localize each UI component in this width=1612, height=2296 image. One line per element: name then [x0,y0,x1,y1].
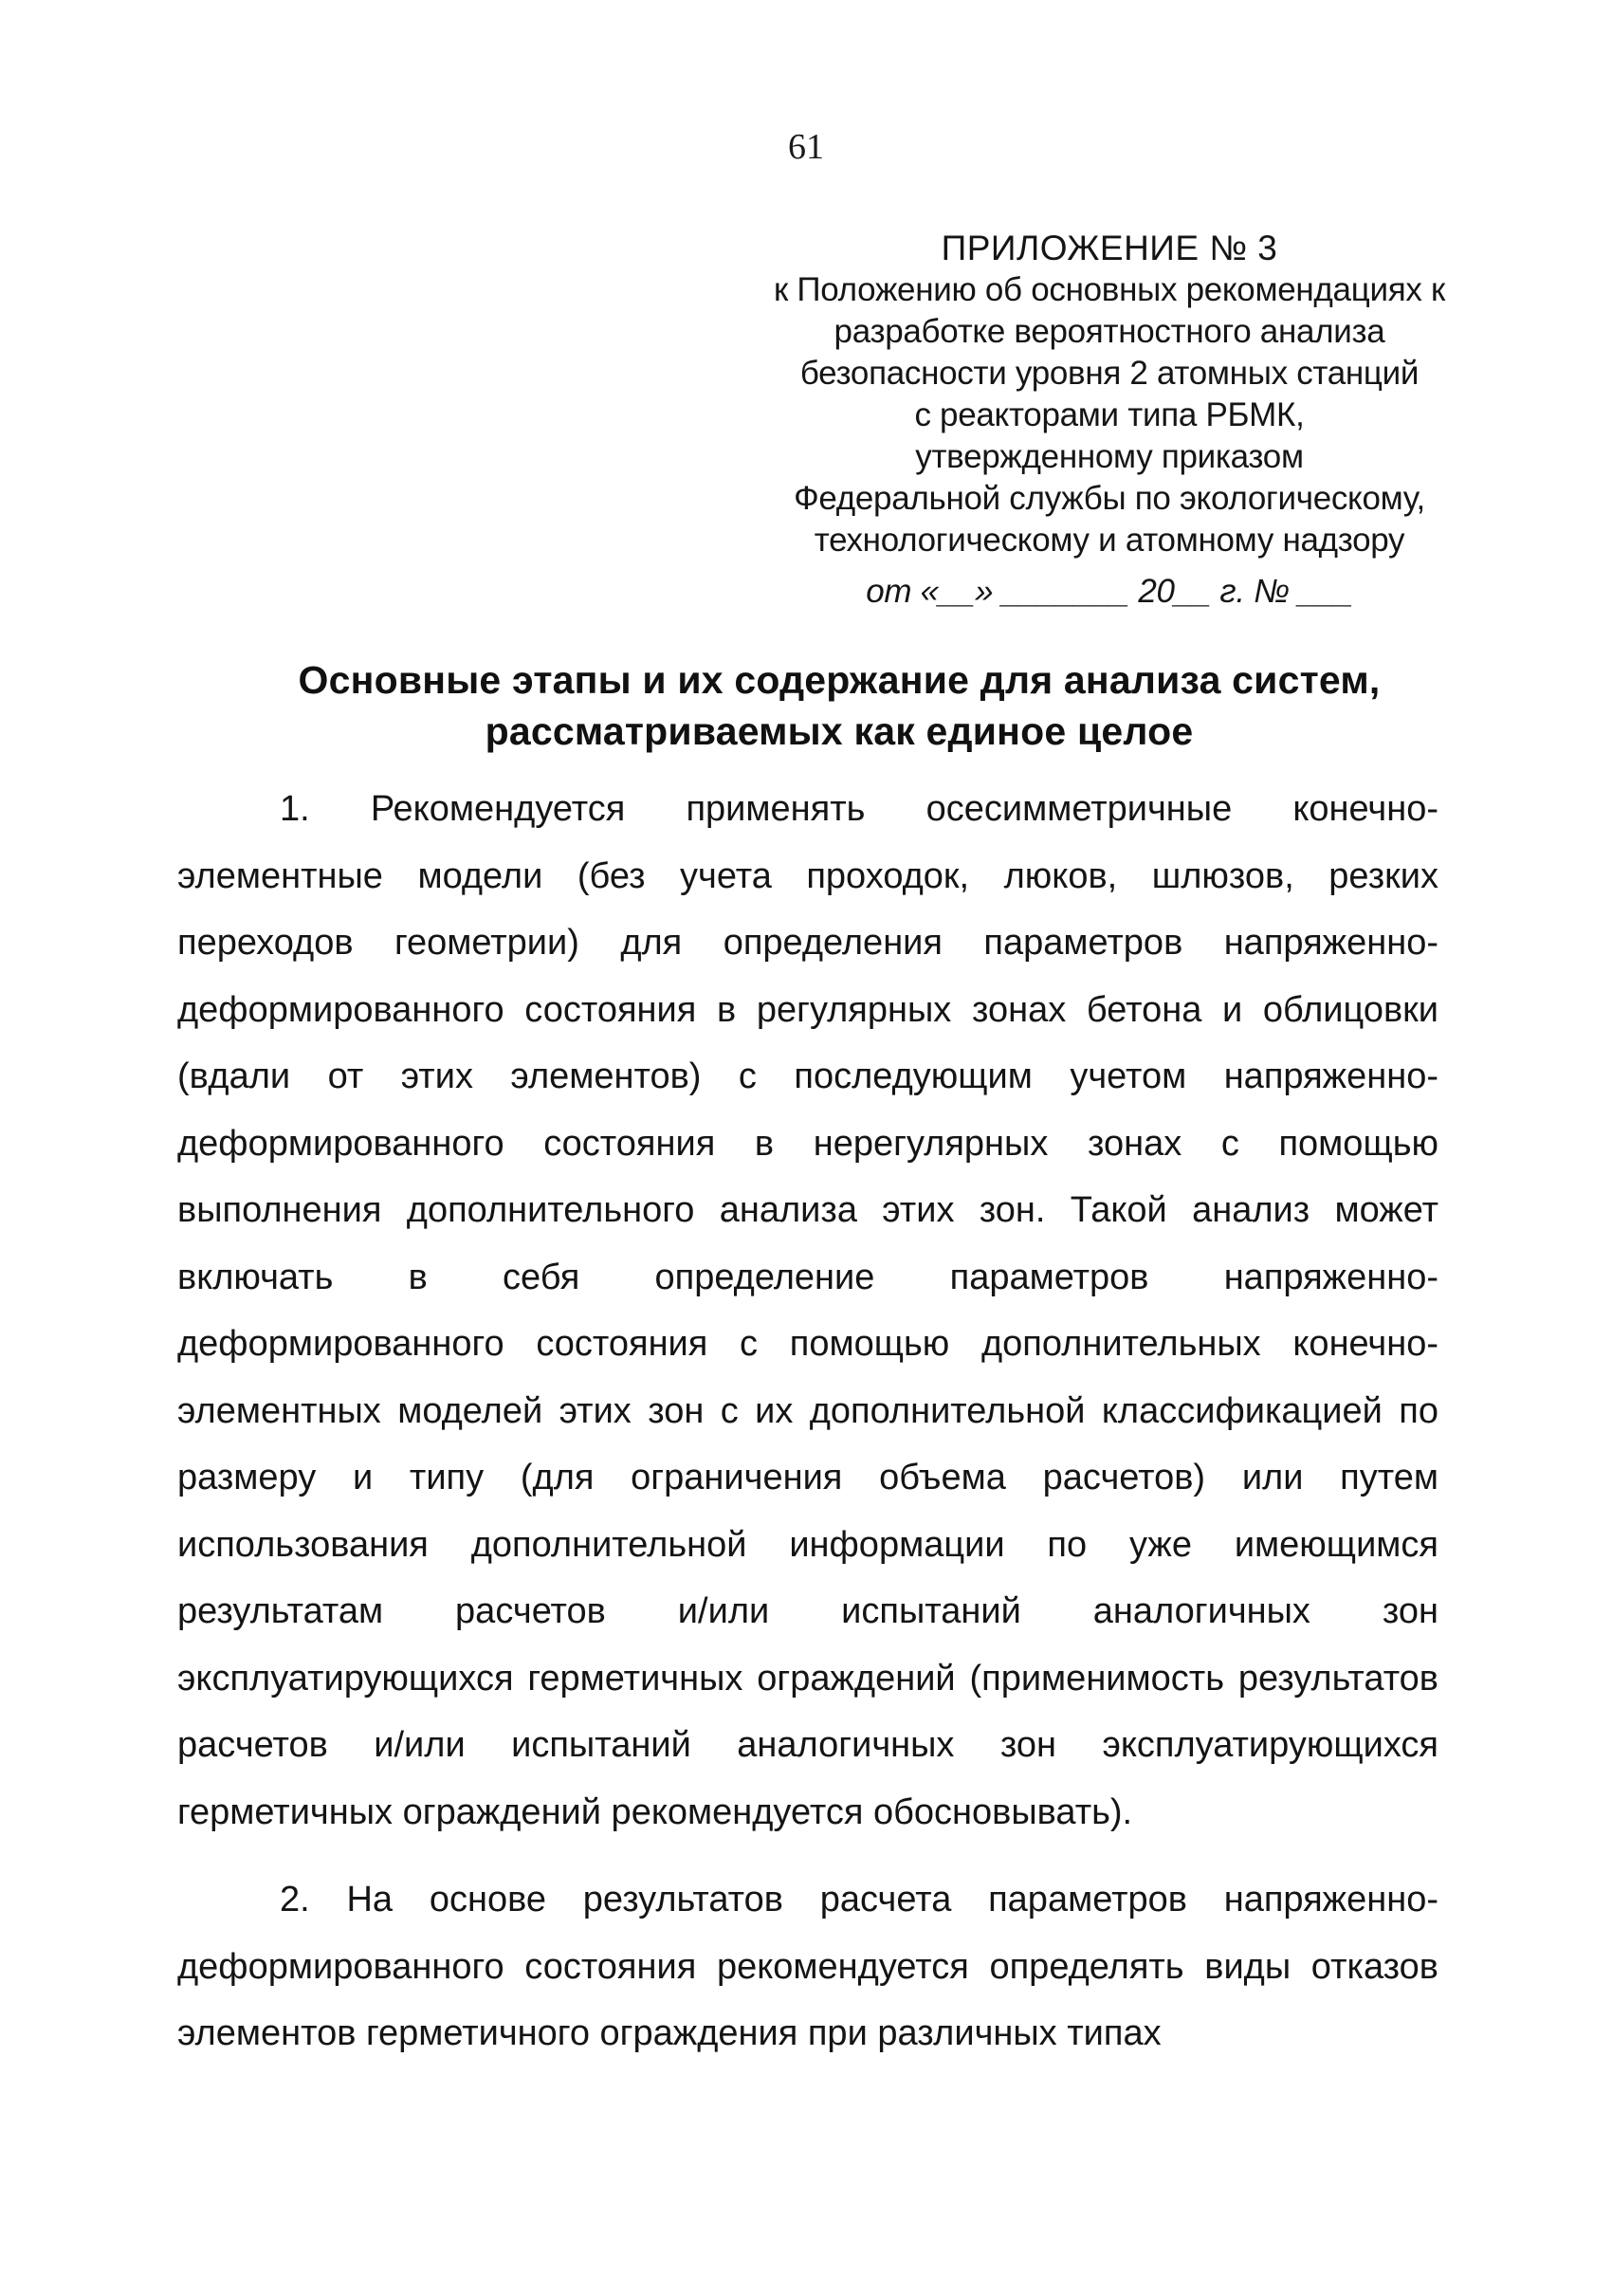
approval-date-line: от «__» _______ 20__ г. № ___ [866,573,1353,610]
paragraph-number: 2. [280,1880,310,1919]
appendix-line: утвержденному приказом [915,438,1304,475]
appendix-line: безопасности уровня 2 атомных станций [799,355,1420,392]
appendix-block [749,228,1470,613]
section-heading-line: рассматриваемых как единое целое [485,709,1194,753]
appendix-line: технологическому и атомному надзору [814,522,1405,559]
page-number: 61 [788,127,824,167]
section-heading [247,654,1432,757]
paragraph-text: Рекомендуется применять осесимметричные конечно-элементные модели (без учета проходок, люков, шлюзов, резких переходов геометрии) для определения параметров напряженно-деформированного состояния в регулярных зонах бетона и облицовки (вдали от этих элементов) с последующим учетом напряженно-деформированного состояния в нерегулярных зонах с помощью выполнения дополнительного анализа этих зон. Такой анализ может включать в себя определение параметров напряженно-деформированного состояния с помощью дополнительных конечно-элементных моделей этих зон с их дополнительной классификацией по размеру и типу (для ограничения объема расчетов) или путем использования дополнительной информации по уже имеющимся результатам расчетов и/или испытаний аналогичных зон эксплуатирующихся герметичных ограждений (применимость результатов расчетов и/или испытаний аналогичных зон эксплуатирующихся герметичных ограждений рекомендуется обосновывать). [177,789,1438,1832]
paragraph-1 [177,776,1438,1846]
appendix-title: ПРИЛОЖЕНИЕ № 3 [941,229,1278,267]
appendix-line: с реакторами типа РБМК, [914,396,1305,433]
appendix-line: к Положению об основных рекомендациях к [773,271,1446,308]
appendix-line: разработке вероятностного анализа [833,313,1385,350]
section-heading-line: Основные этапы и их содержание для анализа систем, [298,658,1381,702]
body-text [177,776,1438,2067]
paragraph-2 [177,1866,1438,2067]
paragraph-number: 1. [280,789,310,829]
paragraph-text: На основе результатов расчета параметров напряженно-деформированного состояния рекомендуется определять виды отказов элементов герметичного ограждения при различных типах [177,1880,1438,2053]
appendix-line: Федеральной службы по экологическому, [794,480,1425,517]
